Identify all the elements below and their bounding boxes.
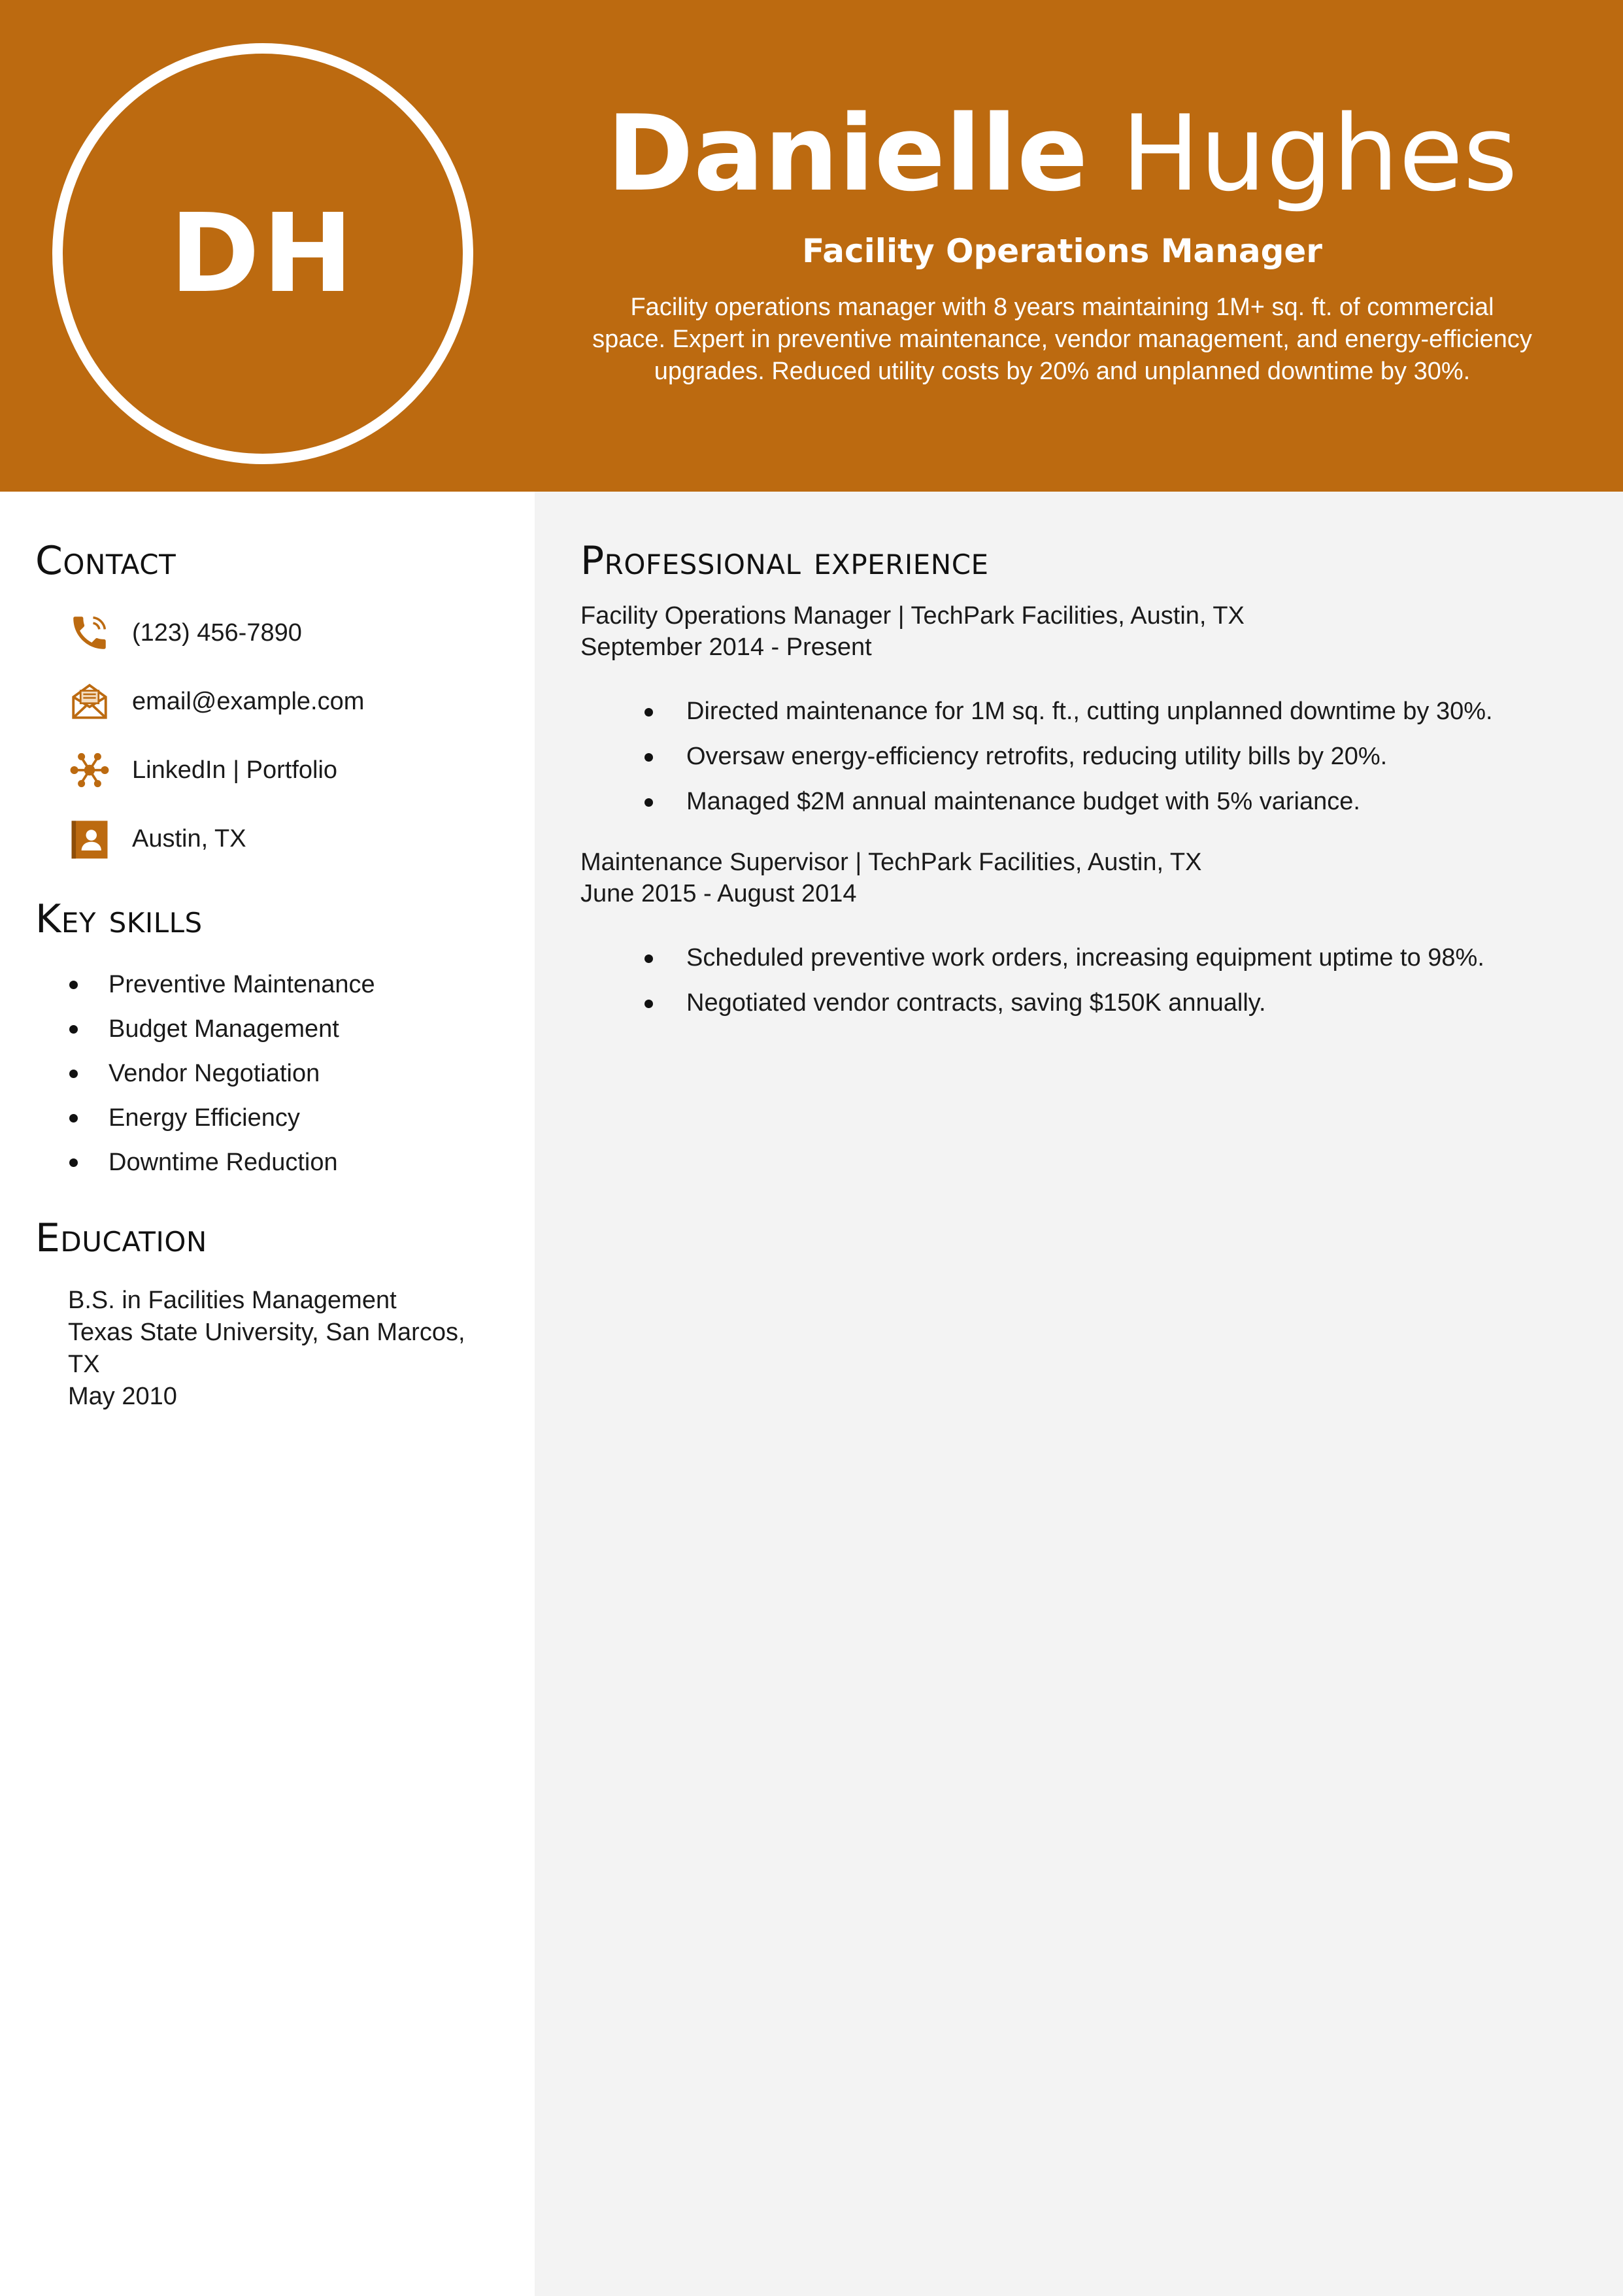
job-bullet: Scheduled preventive work orders, increasing equipment uptime to 98%.: [641, 936, 1600, 981]
job-bullet: Negotiated vendor contracts, saving $150K annually.: [641, 981, 1600, 1026]
contact-links-text: LinkedIn | Portfolio: [132, 756, 338, 784]
job-entry: [580, 600, 1600, 824]
header-banner: [0, 0, 1623, 492]
skill-item: Vendor Negotiation: [65, 1051, 375, 1096]
full-name: [562, 92, 1562, 216]
job-bullets: [641, 936, 1600, 1026]
education-heading: Education: [35, 1215, 207, 1261]
contact-location: [68, 815, 364, 862]
job-bullet: Oversaw energy-efficiency retrofits, reducing utility bills by 20%.: [641, 734, 1600, 779]
main-column: [535, 492, 1623, 2296]
skills-heading: Key skills: [35, 896, 203, 942]
email-icon: [68, 680, 111, 723]
contact-location-text: Austin, TX: [132, 824, 246, 853]
education-school: Texas State University, San Marcos, TX: [68, 1319, 465, 1378]
contact-email[interactable]: [68, 678, 364, 725]
contact-links[interactable]: [68, 747, 364, 794]
sidebar: [0, 492, 535, 2296]
job-title: Facility Operations Manager: [802, 232, 1322, 270]
skill-item: Downtime Reduction: [65, 1140, 375, 1185]
contact-phone-text: (123) 456-7890: [132, 618, 302, 647]
first-name: Danielle: [607, 92, 1088, 214]
education-degree: B.S. in Facilities Management: [68, 1287, 397, 1314]
skill-item: Preventive Maintenance: [65, 962, 375, 1007]
job-role-line: Facility Operations Manager | TechPark Facilities, Austin, TX: [580, 602, 1245, 630]
job-role-line: Maintenance Supervisor | TechPark Facilities, Austin, TX: [580, 849, 1202, 876]
experience-heading: Professional experience: [580, 538, 989, 584]
monogram-initials: DH: [169, 190, 356, 317]
contact-heading: Contact: [35, 538, 176, 584]
network-icon: [68, 749, 111, 792]
phone-icon: [68, 611, 111, 654]
education-date: May 2010: [68, 1383, 177, 1410]
last-name: Hughes: [1121, 92, 1518, 214]
job-bullet: Managed $2M annual maintenance budget with 5% variance.: [641, 779, 1600, 824]
contact-list: [68, 609, 364, 884]
job-dates: September 2014 - Present: [580, 633, 872, 661]
name-block: [562, 92, 1562, 388]
job-dates: June 2015 - August 2014: [580, 880, 857, 907]
contact-phone[interactable]: [68, 609, 364, 656]
contact-email-text: email@example.com: [132, 687, 365, 715]
job-bullet: Directed maintenance for 1M sq. ft., cutting unplanned downtime by 30%.: [641, 689, 1600, 734]
job-bullets: [641, 689, 1600, 824]
skill-item: Energy Efficiency: [65, 1096, 375, 1140]
monogram-circle: [52, 43, 473, 464]
summary: Facility operations manager with 8 years maintaining 1M+ sq. ft. of commercial space. Expert in preventive maintenance, vendor management, and energy-efficiency upgrades. Reduced utility costs by 20% and unplanned downtime by 30%.: [592, 294, 1532, 385]
skill-item: Budget Management: [65, 1007, 375, 1051]
skills-list: [65, 962, 375, 1185]
contact-card-icon: [68, 817, 111, 860]
job-entry: [580, 847, 1600, 1026]
education-entry: [68, 1285, 486, 1413]
